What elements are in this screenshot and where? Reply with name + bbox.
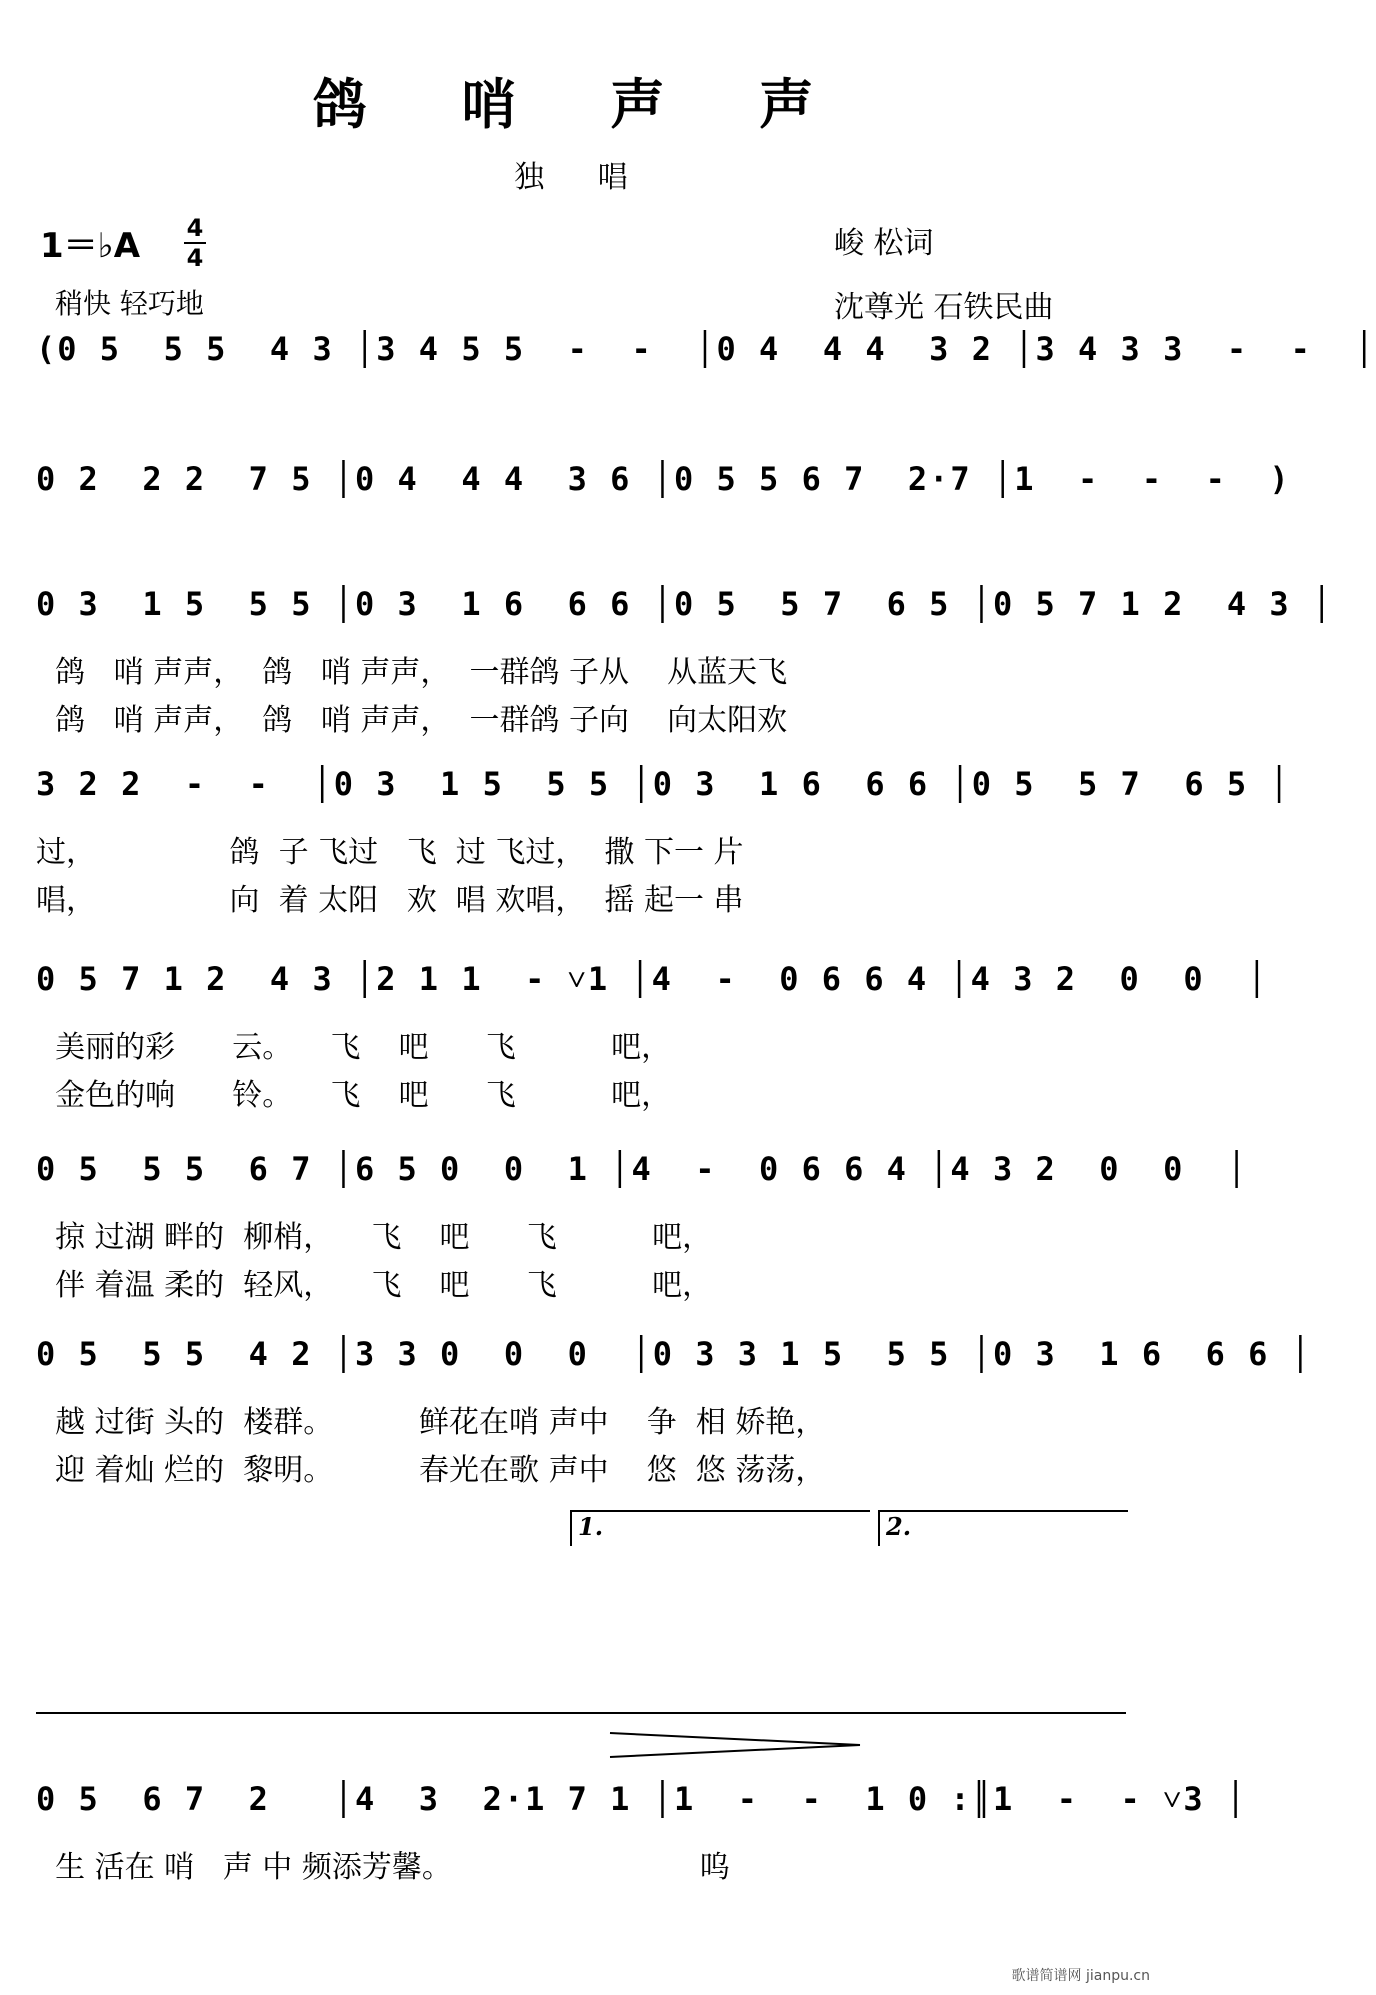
lyric-verse-2: 鸽 哨 声声， 鸽 哨 声声， 一群鸽 子向 向太阳欢 <box>36 703 788 738</box>
lyric-verse-1: 美丽的彩 云。 飞 吧 飞 吧， <box>36 1030 672 1065</box>
lyric-verse-2: 金色的响 铃。 飞 吧 飞 吧， <box>36 1078 672 1113</box>
time-top: 4 <box>186 214 204 242</box>
notation-line: 0 2 2 2 7 5 │0 4 4 4 3 6 │0 5 5 6 7 2·7 │1 - - - ) <box>36 460 1291 498</box>
time-bottom: 4 <box>186 244 204 272</box>
volta-2-bracket <box>878 1510 1128 1512</box>
lyric-verse-2: 迎 着灿 烂的 黎明。 春光在歌 声中 悠 悠 荡荡， <box>36 1453 826 1488</box>
notation-line: 0 5 5 5 4 2 │3 3 0 0 0 │0 3 3 1 5 5 5 │0 3 1 6 6 6 │ <box>36 1335 1312 1373</box>
volta-1-label: 1. <box>578 1512 604 1541</box>
watermark: 歌谱简谱网 jianpu.cn <box>1011 1968 1150 1984</box>
time-signature <box>180 214 210 272</box>
lyric-verse-2: 唱， 向 着 太阳 欢 唱 欢唱， 摇 起一 串 <box>36 883 744 918</box>
notation-line: 3 2 2 - - │0 3 1 5 5 5 │0 3 1 6 6 6 │0 5 5 7 6 5 │ <box>36 765 1291 803</box>
volta-2-hook <box>878 1510 880 1546</box>
lyric-verse-2: 伴 着温 柔的 轻风， 飞 吧 飞 吧， <box>36 1268 713 1303</box>
decrescendo-hairpin <box>610 1725 870 1765</box>
song-title: 鸽 哨 声 声 <box>312 72 852 136</box>
lyric-verse-1: 掠 过湖 畔的 柳梢， 飞 吧 飞 吧， <box>36 1220 713 1255</box>
volta-2-label: 2. <box>886 1512 912 1541</box>
lyric-verse-1: 越 过街 头的 楼群。 鲜花在哨 声中 争 相 娇艳， <box>36 1405 826 1440</box>
tempo-marking: 稍快 轻巧地 <box>55 287 204 320</box>
notation-line: 0 5 7 1 2 4 3 │2 1 1 - ˅1 │4 - 0 6 6 4 │4 3 2 0 0 │ <box>36 960 1269 998</box>
notation-line: 0 3 1 5 5 5 │0 3 1 6 6 6 │0 5 5 7 6 5 │0 5 7 1 2 4 3 │ <box>36 585 1334 623</box>
lyricist: 峻 松词 <box>834 226 934 261</box>
notation-line: 0 5 6 7 2 │4 3 2·1 7 1 │1 - - 1 0 :║1 - - ˅3 │ <box>36 1780 1248 1818</box>
notation-line: 0 5 5 5 6 7 │6 5 0 0 1 │4 - 0 6 6 4 │4 3 2 0 0 │ <box>36 1150 1249 1188</box>
key-signature: 1＝♭A <box>40 226 141 266</box>
lyric-verse-1: 过， 鸽 子 飞过 飞 过 飞过， 撒 下一 片 <box>36 835 744 870</box>
volta-1-bracket <box>570 1510 870 1512</box>
notation-line: (0 5 5 5 4 3 │3 4 5 5 - - │0 4 4 4 3 2 │3 4 3 3 - - │ <box>36 330 1376 368</box>
volta-1-hook <box>570 1510 572 1546</box>
composer: 沈尊光 石铁民曲 <box>834 290 1054 325</box>
song-subtitle: 独 唱 <box>514 160 650 195</box>
lyric-verse-1: 鸽 哨 声声， 鸽 哨 声声， 一群鸽 子从 从蓝天飞 <box>36 655 788 690</box>
lyric-verse-1: 生 活在 哨 声 中 频添芳馨。 呜 <box>36 1850 730 1885</box>
system-divider <box>36 1712 1126 1714</box>
